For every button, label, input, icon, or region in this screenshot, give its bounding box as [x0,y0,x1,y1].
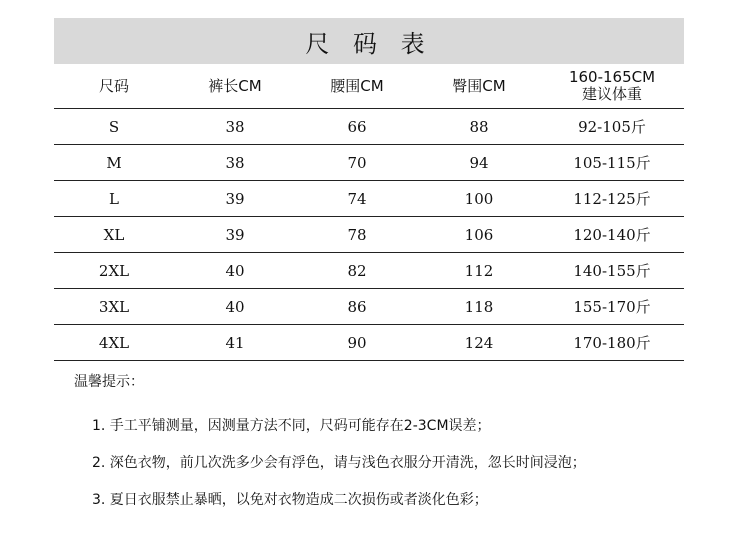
cell-waist: 86 [296,289,418,325]
cell-size: 3XL [54,289,174,325]
cell-hip: 106 [418,217,540,253]
cell-pants-length: 38 [174,145,296,181]
cell-pants-length: 39 [174,181,296,217]
cell-hip: 88 [418,109,540,145]
cell-hip: 124 [418,325,540,361]
table-row [54,181,684,217]
cell-weight: 112-125斤 [540,181,684,217]
table-row [54,289,684,325]
cell-weight: 170-180斤 [540,325,684,361]
cell-waist: 82 [296,253,418,289]
cell-weight: 105-115斤 [540,145,684,181]
header-pants-length: 裤长CM [174,64,296,109]
cell-pants-length: 40 [174,289,296,325]
header-weight-text: 160-165CM 建议体重 [568,68,656,103]
header-waist: 腰围CM [296,64,418,109]
cell-waist: 74 [296,181,418,217]
cell-weight: 140-155斤 [540,253,684,289]
cell-hip: 100 [418,181,540,217]
cell-hip: 112 [418,253,540,289]
size-table [54,64,684,361]
cell-weight: 120-140斤 [540,217,684,253]
table-row [54,253,684,289]
cell-weight: 155-170斤 [540,289,684,325]
header-hip: 臀围CM [418,64,540,109]
header-weight [540,64,684,109]
cell-waist: 66 [296,109,418,145]
cell-size: XL [54,217,174,253]
table-header-row [54,64,684,109]
cell-hip: 94 [418,145,540,181]
table-row [54,145,684,181]
page-title: 尺 码 表 [305,29,433,58]
cell-waist: 78 [296,217,418,253]
tip-item: 2. 深色衣物，前几次洗多少会有浮色，请与浅色衣服分开清洗，忽长时间浸泡； [92,455,586,471]
title-bar [54,18,684,64]
cell-waist: 90 [296,325,418,361]
cell-hip: 118 [418,289,540,325]
cell-weight: 92-105斤 [540,109,684,145]
tip-item: 1. 手工平铺测量，因测量方法不同，尺码可能存在2-3CM误差； [92,418,491,434]
cell-waist: 70 [296,145,418,181]
cell-size: L [54,181,174,217]
cell-pants-length: 38 [174,109,296,145]
cell-size: 2XL [54,253,174,289]
table-row [54,109,684,145]
tips-title: 温馨提示： [74,374,144,390]
cell-size: M [54,145,174,181]
tip-item: 3. 夏日衣服禁止暴晒，以免对衣物造成二次损伤或者淡化色彩； [92,492,488,508]
cell-pants-length: 40 [174,253,296,289]
table-row [54,325,684,361]
cell-pants-length: 39 [174,217,296,253]
tips-section [74,372,714,527]
cell-pants-length: 41 [174,325,296,361]
cell-size: S [54,109,174,145]
cell-size: 4XL [54,325,174,361]
table-body [54,109,684,361]
header-size: 尺码 [54,64,174,109]
table-row [54,217,684,253]
